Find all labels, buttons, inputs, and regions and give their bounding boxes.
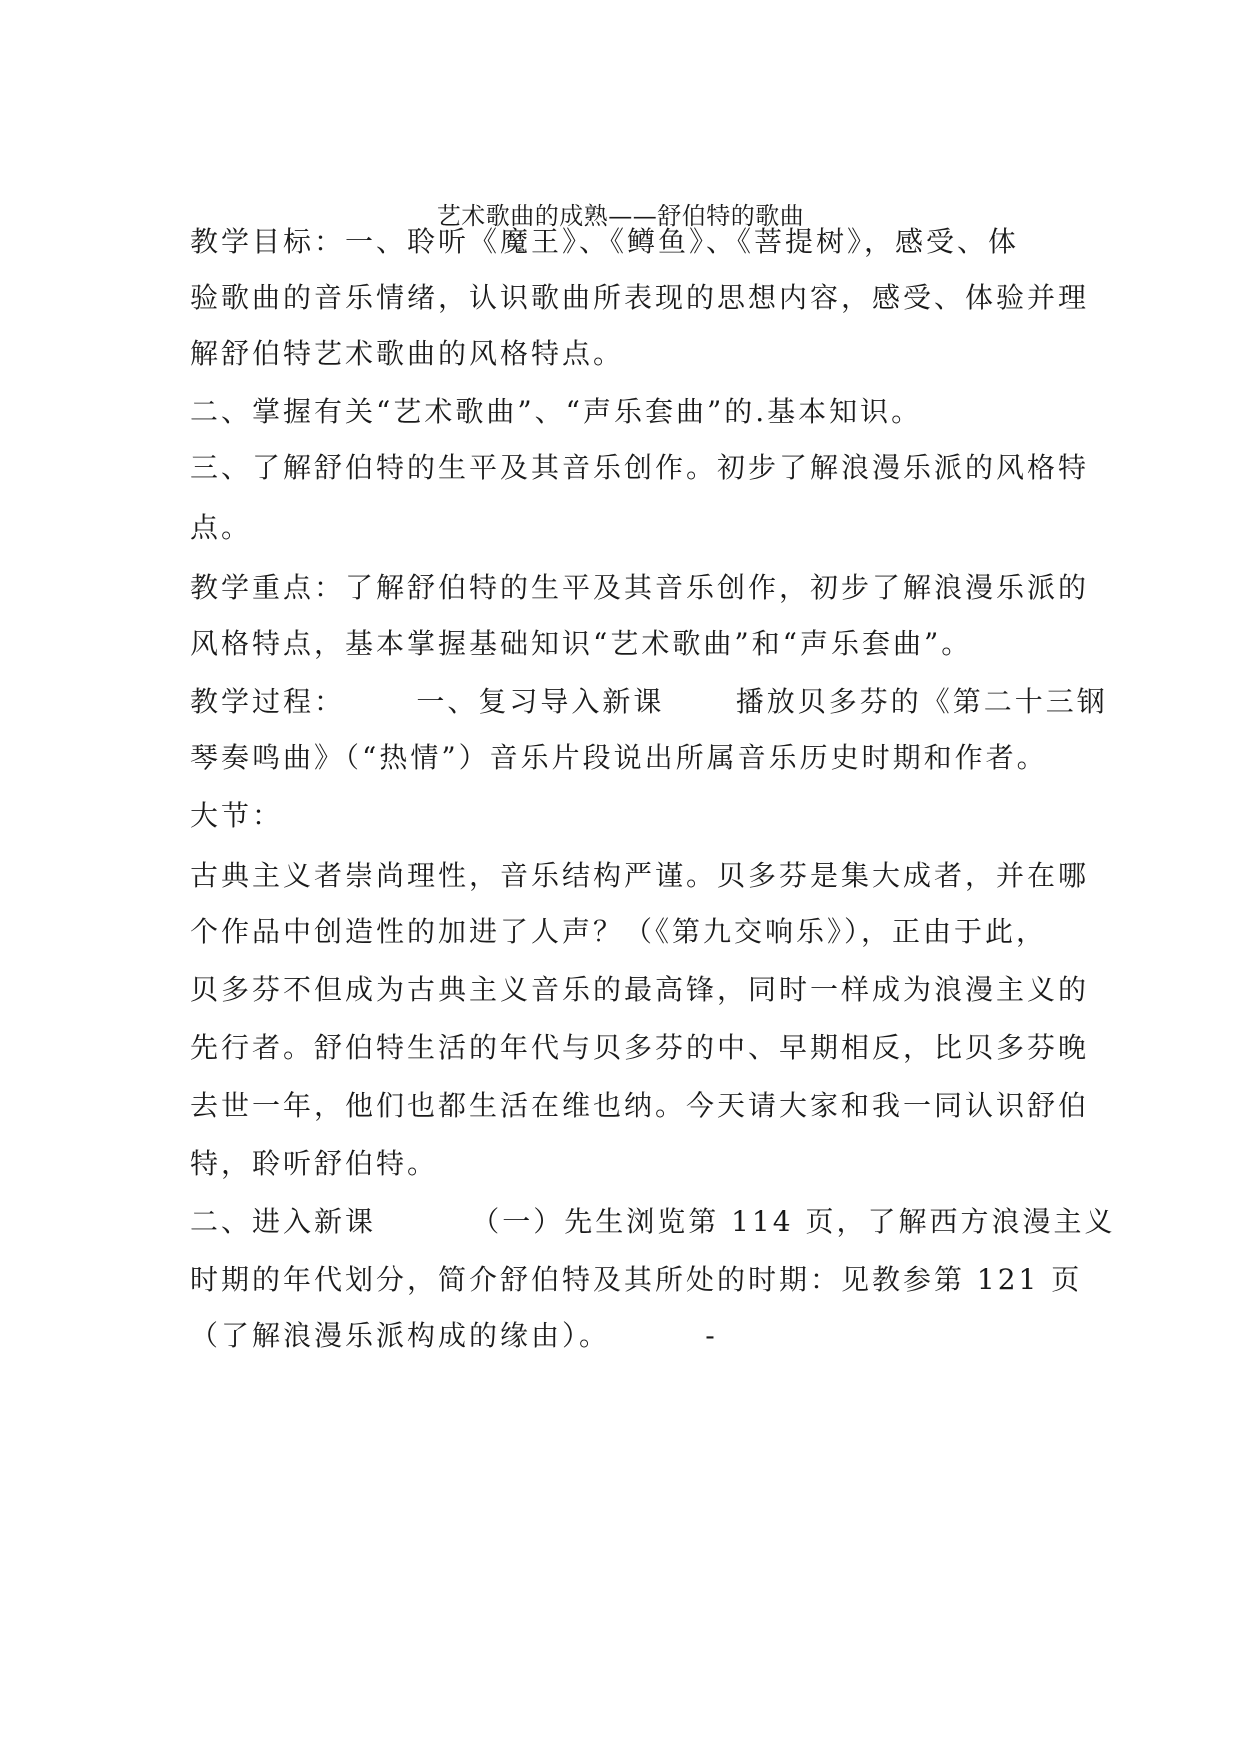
paragraph-line: 教学过程： 一、复习导入新课 播放贝多芬的《第二十三钢 (190, 685, 1108, 718)
paragraph-line: 特，聆听舒伯特。 (190, 1147, 439, 1180)
paragraph-line: 个作品中创造性的加进了人声？（《第九交响乐》），正由于此， (190, 915, 1048, 948)
paragraph-line: 解舒伯特艺术歌曲的风格特点。 (190, 337, 625, 370)
paragraph-line: 去世一年，他们也都生活在维也纳。今天请大家和我一同认识舒伯 (190, 1089, 1090, 1122)
paragraph-line: 贝多芬不但成为古典主义音乐的最高锋，同时一样成为浪漫主义的 (190, 973, 1090, 1006)
paragraph-line: 点。 (190, 511, 253, 544)
paragraph-line: 琴奏鸣曲》（“热情”）音乐片段说出所属音乐历史时期和作者。 (190, 741, 1048, 774)
paragraph-line: 古典主义者崇尚理性，音乐结构严谨。贝多芬是集大成者，并在哪 (190, 859, 1090, 892)
paragraph-line: 风格特点，基本掌握基础知识“艺术歌曲”和“声乐套曲”。 (190, 627, 973, 660)
paragraph-line: 二、掌握有关“艺术歌曲”、“声乐套曲”的.基本知识。 (190, 395, 923, 428)
paragraph-line: 三、了解舒伯特的生平及其音乐创作。初步了解浪漫乐派的风格特 (190, 451, 1090, 484)
document-title: 艺术歌曲的成熟——舒伯特的歌曲 (436, 202, 805, 230)
paragraph-line: （了解浪漫乐派构成的缘由）。 - (190, 1319, 718, 1352)
paragraph-line: 先行者。舒伯特生活的年代与贝多芬的中、早期相反，比贝多芬晚 (190, 1031, 1090, 1064)
paragraph-line: 教学目标：一、聆听《魔王》、《鳟鱼》、《菩提树》，感受、体 (190, 225, 1020, 258)
paragraph-line: 教学重点：了解舒伯特的生平及其音乐创作，初步了解浪漫乐派的 (190, 571, 1090, 604)
paragraph-line: 二、进入新课 （一）先生浏览第 114 页，了解西方浪漫主义 (190, 1205, 1116, 1238)
paragraph-line: 大节： (190, 799, 284, 832)
paragraph-line: 验歌曲的音乐情绪，认识歌曲所表现的思想内容，感受、体验并理 (190, 281, 1090, 314)
paragraph-line: 时期的年代划分，简介舒伯特及其所处的时期：见教参第 121 页 (190, 1263, 1083, 1296)
